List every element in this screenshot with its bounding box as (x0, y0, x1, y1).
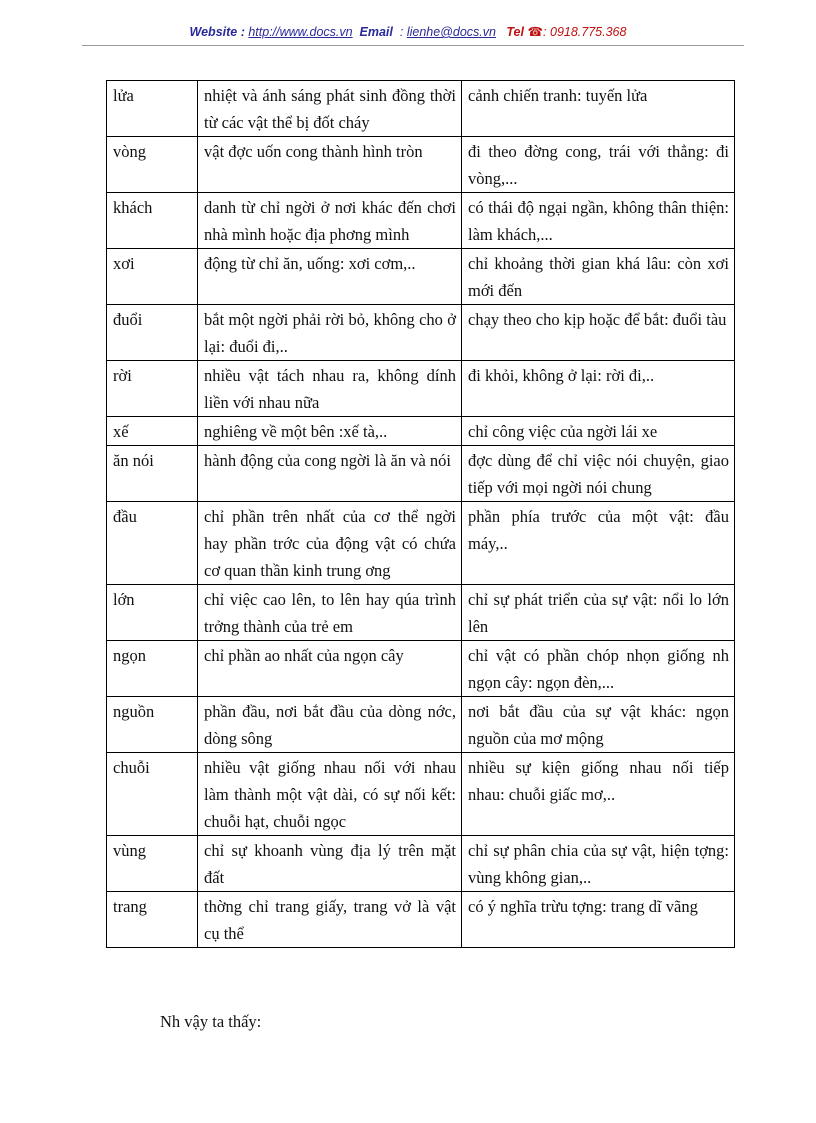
word-cell: vùng (107, 836, 198, 892)
definition-cell: nhiều vật giống nhau nối với nhau làm thành một vật dài, có sự nối kết: chuỗi hạt, chuỗi ngọc (198, 753, 462, 836)
tel-number: : 0918.775.368 (543, 25, 627, 39)
example-cell: chạy theo cho kịp hoặc để bắt: đuổi tàu (462, 305, 735, 361)
example-cell: đi khỏi, không ở lại: rời đi,.. (462, 361, 735, 417)
table-row (107, 249, 735, 305)
table-row (107, 892, 735, 948)
word-cell: xơi (107, 249, 198, 305)
summary-text: Nh vậy ta thấy: (160, 1012, 262, 1031)
word-cell: khách (107, 193, 198, 249)
definition-cell: phần đầu, nơi bắt đầu của dòng nớc, dòng sông (198, 697, 462, 753)
table-row (107, 137, 735, 193)
table-row (107, 753, 735, 836)
definition-cell: bắt một ngời phải rời bỏ, không cho ở lại: đuổi đi,.. (198, 305, 462, 361)
table-row (107, 641, 735, 697)
email-separator: : (399, 25, 404, 39)
example-cell: chỉ khoảng thời gian khá lâu: còn xơi mới đến (462, 249, 735, 305)
table-row (107, 305, 735, 361)
definition-cell: chỉ phần trên nhất của cơ thể ngời hay phần trớc của động vật có chứa cơ quan thần kinh trung ơng (198, 502, 462, 585)
definition-cell: vật đợc uốn cong thành hình tròn (198, 137, 462, 193)
word-cell: đuổi (107, 305, 198, 361)
example-cell: đi theo đờng cong, trái với thẳng: đi vòng,... (462, 137, 735, 193)
table-row (107, 361, 735, 417)
example-cell: chỉ vật có phần chóp nhọn giống nh ngọn cây: ngọn đèn,... (462, 641, 735, 697)
definition-cell: danh từ chỉ ngời ở nơi khác đến chơi nhà mình hoặc địa phơng mình (198, 193, 462, 249)
word-cell: ăn nói (107, 446, 198, 502)
phone-icon: ☎ (527, 25, 544, 39)
definition-cell: thờng chỉ trang giấy, trang vở là vật cụ thể (198, 892, 462, 948)
word-cell: lửa (107, 81, 198, 137)
definition-cell: động từ chỉ ăn, uống: xơi cơm,.. (198, 249, 462, 305)
word-cell: ngọn (107, 641, 198, 697)
table-row (107, 417, 735, 446)
table-row (107, 193, 735, 249)
table-row (107, 585, 735, 641)
table-row (107, 836, 735, 892)
word-cell: vòng (107, 137, 198, 193)
table-row (107, 446, 735, 502)
word-meaning-table (106, 80, 735, 948)
example-cell: phần phía trước của một vật: đầu máy,.. (462, 502, 735, 585)
tel-label: Tel (506, 25, 524, 39)
example-cell: đợc dùng để chỉ việc nói chuyện, giao tiếp với mọi ngời nói chung (462, 446, 735, 502)
word-cell: xế (107, 417, 198, 446)
example-cell: nhiều sự kiện giống nhau nối tiếp nhau: chuỗi giấc mơ,.. (462, 753, 735, 836)
word-cell: trang (107, 892, 198, 948)
definition-cell: chỉ phần ao nhất của ngọn cây (198, 641, 462, 697)
example-cell: chỉ công việc của ngời lái xe (462, 417, 735, 446)
website-link[interactable]: http://www.docs.vn (248, 25, 353, 39)
word-cell: lớn (107, 585, 198, 641)
definition-cell: hành động của cong ngời là ăn và nói (198, 446, 462, 502)
example-cell: cảnh chiến tranh: tuyến lửa (462, 81, 735, 137)
table-body (107, 81, 735, 948)
word-cell: đầu (107, 502, 198, 585)
website-label: Website : (189, 25, 245, 39)
definition-cell: chỉ sự khoanh vùng địa lý trên mặt đất (198, 836, 462, 892)
word-cell: rời (107, 361, 198, 417)
word-cell: chuỗi (107, 753, 198, 836)
table-row (107, 697, 735, 753)
example-cell: nơi bắt đầu của sự vật khác: ngọn nguồn của mơ mộng (462, 697, 735, 753)
page-header (0, 24, 816, 39)
definition-cell: nhiều vật tách nhau ra, không dính liền với nhau nữa (198, 361, 462, 417)
table-row (107, 81, 735, 137)
example-cell: có thái độ ngại ngần, không thân thiện: làm khách,... (462, 193, 735, 249)
definition-cell: nhiệt và ánh sáng phát sinh đồng thời từ các vật thể bị đốt cháy (198, 81, 462, 137)
example-cell: có ý nghĩa trừu tợng: trang dĩ vãng (462, 892, 735, 948)
email-link[interactable]: lienhe@docs.vn (406, 25, 496, 39)
table-row (107, 502, 735, 585)
definition-cell: nghiêng về một bên :xế tà,.. (198, 417, 462, 446)
example-cell: chỉ sự phân chia của sự vật, hiện tợng: vùng không gian,.. (462, 836, 735, 892)
word-cell: nguồn (107, 697, 198, 753)
header-divider (82, 45, 744, 46)
definition-cell: chỉ việc cao lên, to lên hay qúa trình trởng thành của trẻ em (198, 585, 462, 641)
email-label: Email (359, 25, 393, 39)
example-cell: chỉ sự phát triển của sự vật: nổi lo lớn lên (462, 585, 735, 641)
